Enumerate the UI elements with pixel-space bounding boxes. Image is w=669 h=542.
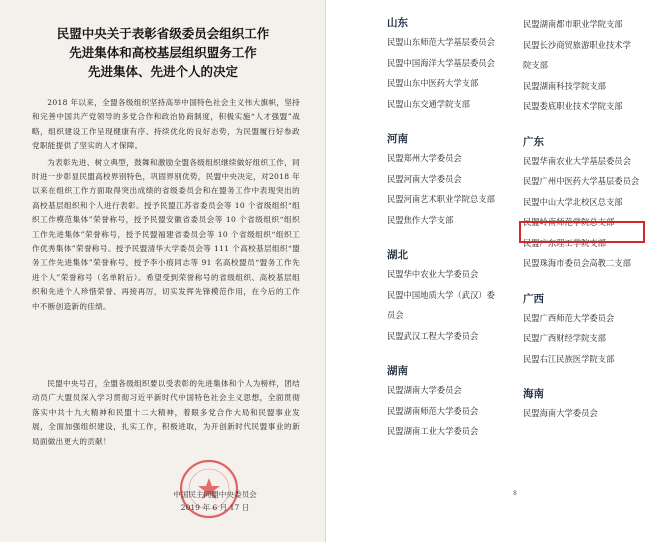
region-heading: 海南 <box>523 388 544 400</box>
list-item-highlighted: 民盟岭南师范学院总支部 <box>523 217 615 227</box>
region-group-hunan-continued <box>523 14 669 117</box>
list-item: 民盟广西师范大学委员会 <box>523 312 615 323</box>
list-item: 民盟湖南都市职业学院支部 <box>523 19 623 29</box>
region-group-hainan <box>523 385 669 424</box>
list-item: 民盟华南农业大学基层委员会 <box>523 155 631 166</box>
list-item: 民盟武汉工程大学委员会 <box>387 330 479 341</box>
list-item: 民盟郑州大学委员会 <box>387 153 462 163</box>
title-line-1: 民盟中央关于表彰省级委员会组织工作 <box>56 26 270 41</box>
region-group-hunan <box>387 362 537 442</box>
body-paragraph-1: 2018 年以来，全盟各级组织坚持高举中国特色社会主义伟大旗帜，坚持和完善中国共产党领导的多党合作和政治协商制度，积极实施“人才强盟”战略，组织建设工作呈现健康有序、持续优化的良好态势，为民盟履行好参政党职能提供了坚实的人才保障。 <box>32 98 300 151</box>
signature-date: 2019 年 6 月 17 日 <box>180 503 250 512</box>
title-line-3: 先进集体、先进个人的决定 <box>87 64 238 79</box>
list-item: 民盟湖南师范大学委员会 <box>387 405 479 416</box>
highlight-box <box>519 221 645 243</box>
body-paragraph-2: 为表彰先进、树立典型，鼓舞和激励全盟各级组织继续做好组织工作，同时进一步彰显民盟高校界别特色，巩固界别优势，民盟中央决定，对2018 年以来在组织工作方面取得突出成绩的省级委员会和在盟务工作中表现突出的高校基层组织和个人进行表彰。授予民盟江苏省委员会等 10 个省级组织“组织工作模范集体”荣誉称号，授予民盟安徽省委员会等 10 个省级组织“组织工作先进集体”荣誉称号，授予民盟福建省委员会等 10 个省级组织“组织工作优秀集体”荣誉称号。授予民盟清华大学委员会等 111 个高校基层组织“盟务工作先进集体”荣誉称号，授予李小痕同志等 91 名高校盟员“盟务工作先进个人”荣誉称号（名单附后）。希望受到荣誉称号的省级组织、高校基层组织和先进个人珍惜荣誉、再接再厉，切实发挥先锋模范作用，在今后的工作中不断创造新的佳绩。 <box>32 157 300 311</box>
region-heading: 湖北 <box>387 249 408 261</box>
page-number: 8 <box>513 490 517 497</box>
closing-paragraph: 民盟中央号召，全盟各级组织要以受表彰的先进集体和个人为榜样，团结动员广大盟员深入学习贯彻习近平新时代中国特色社会主义思想，全面贯彻落实中共十九大精神和民盟十二大精神，着眼多党合作大局和民盟事业发展，全面加强组织建设，扎实工作，积极进取，为开创新时代民盟事业的新局面做出更大的贡献！ <box>32 379 300 446</box>
list-column-right <box>523 14 669 424</box>
list-item: 民盟山东交通学院支部 <box>387 98 470 109</box>
left-document-page <box>0 0 326 542</box>
region-heading: 山东 <box>387 17 408 29</box>
region-heading: 河南 <box>387 133 408 145</box>
list-item: 员会 <box>387 310 404 320</box>
region-group-guangdong <box>523 133 669 274</box>
signature-block <box>145 488 285 514</box>
list-item: 民盟河南大学委员会 <box>387 173 462 184</box>
list-item: 民盟湖南大学委员会 <box>387 385 462 395</box>
list-item: 民盟广东理工学院支部 <box>523 237 606 248</box>
list-item: 民盟山东师范大学基层委员会 <box>387 37 495 47</box>
list-item: 民盟山东中医药大学支部 <box>387 78 479 88</box>
list-item: 民盟广西财经学院支部 <box>523 333 606 343</box>
right-list-page <box>332 0 669 542</box>
title-line-2: 先进集体和高校基层组织盟务工作 <box>69 45 257 60</box>
list-item: 民盟海南大学委员会 <box>523 408 598 418</box>
region-heading: 湖南 <box>387 365 408 377</box>
region-group-guangxi <box>523 290 669 370</box>
list-item: 民盟长沙商贸旅游职业技术学 <box>523 39 631 50</box>
list-item: 民盟华中农业大学委员会 <box>387 269 479 279</box>
list-item: 民盟娄底职业技术学院支部 <box>523 101 623 111</box>
document-body <box>32 96 300 316</box>
region-group-henan <box>387 130 537 230</box>
list-column-left <box>387 14 537 442</box>
list-item: 民盟珠海市委员会高教二支部 <box>523 258 631 268</box>
signature-organization: 中国民主同盟中央委员会 <box>173 490 257 499</box>
list-item: 民盟中国地质大学（武汉）委 <box>387 289 495 300</box>
list-item: 民盟湖南工业大学委员会 <box>387 426 479 436</box>
list-item: 民盟河南艺术职业学院总支部 <box>387 194 495 204</box>
list-item: 民盟广州中医药大学基层委员会 <box>523 176 640 186</box>
region-group-shandong <box>387 14 537 114</box>
list-item: 民盟焦作大学支部 <box>387 214 454 225</box>
list-item: 民盟中国海洋大学基层委员会 <box>387 57 495 68</box>
list-item: 民盟中山大学北校区总支部 <box>523 196 623 207</box>
region-heading: 广西 <box>523 292 544 305</box>
list-item: 院支部 <box>523 60 548 70</box>
document-title <box>10 24 316 81</box>
region-heading: 广东 <box>523 135 544 148</box>
list-item: 民盟右江民族医学院支部 <box>523 353 615 364</box>
list-item: 民盟湖南科技学院支部 <box>523 80 606 91</box>
region-group-hubei <box>387 246 537 346</box>
